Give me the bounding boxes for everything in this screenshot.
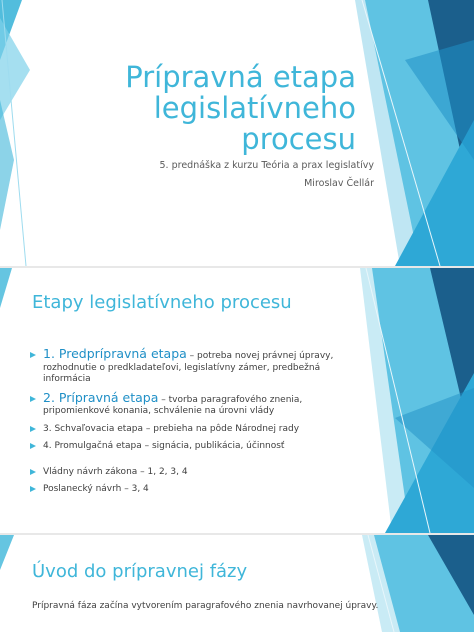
list-item-text: – tvorba paragrafového znenia, pripomienkové konania, schválenie na úrovni vlády (43, 394, 303, 416)
content-slide-decoration (0, 535, 474, 632)
title-slide (0, 0, 474, 266)
bullet-arrow-icon (30, 443, 36, 449)
list-item-label: Vládny návrh zákona – 1, 2, 3, 4 (43, 466, 188, 477)
presentation-title: Prípravná etapa legislatívneho procesu (125, 60, 356, 156)
content-slide-stages (0, 268, 474, 533)
bullet-arrow-icon (30, 396, 36, 402)
list-item (30, 348, 360, 386)
presentation-subtitle (160, 157, 374, 193)
list-item-label: 2. Prípravná etapa (43, 389, 159, 405)
content-slide-intro (0, 535, 474, 632)
list-item (30, 424, 360, 436)
bullet-arrow-icon (30, 486, 36, 492)
slide-body-text: Prípravná fáza začína vytvorením paragrafového znenia navrhovanej úpravy. (32, 601, 379, 611)
bullet-arrow-icon (30, 352, 36, 358)
course-line: 5. prednáška z kurzu Teória a prax legislatívy (159, 160, 374, 171)
list-item-text: – prebieha na pôde Národnej rady (143, 423, 300, 434)
list-item (30, 484, 360, 496)
list-item-label: 1. Predprípravná etapa (43, 346, 187, 361)
stages-list (30, 348, 360, 502)
list-item-label: 3. Schvaľovacia etapa (43, 423, 144, 434)
slide-heading: Úvod do prípravnej fázy (32, 561, 248, 582)
list-item (30, 441, 360, 453)
bullet-arrow-icon (30, 426, 36, 432)
list-item-text: – signácia, publikácia, účinnosť (141, 441, 285, 451)
author-name: Miroslav Čellár (304, 178, 374, 189)
list-item (30, 467, 360, 479)
list-item-label: Poslanecký návrh – 3, 4 (43, 484, 149, 494)
slide-heading: Etapy legislatívneho procesu (32, 292, 292, 313)
list-item (30, 389, 360, 418)
list-item-text: – potreba novej právnej úpravy, rozhodnutie o predkladateľovi, legislatívny zámer, predbežná informácia (43, 351, 334, 384)
list-item-label: 4. Promulgačná etapa (43, 441, 142, 451)
bullet-arrow-icon (30, 469, 36, 475)
